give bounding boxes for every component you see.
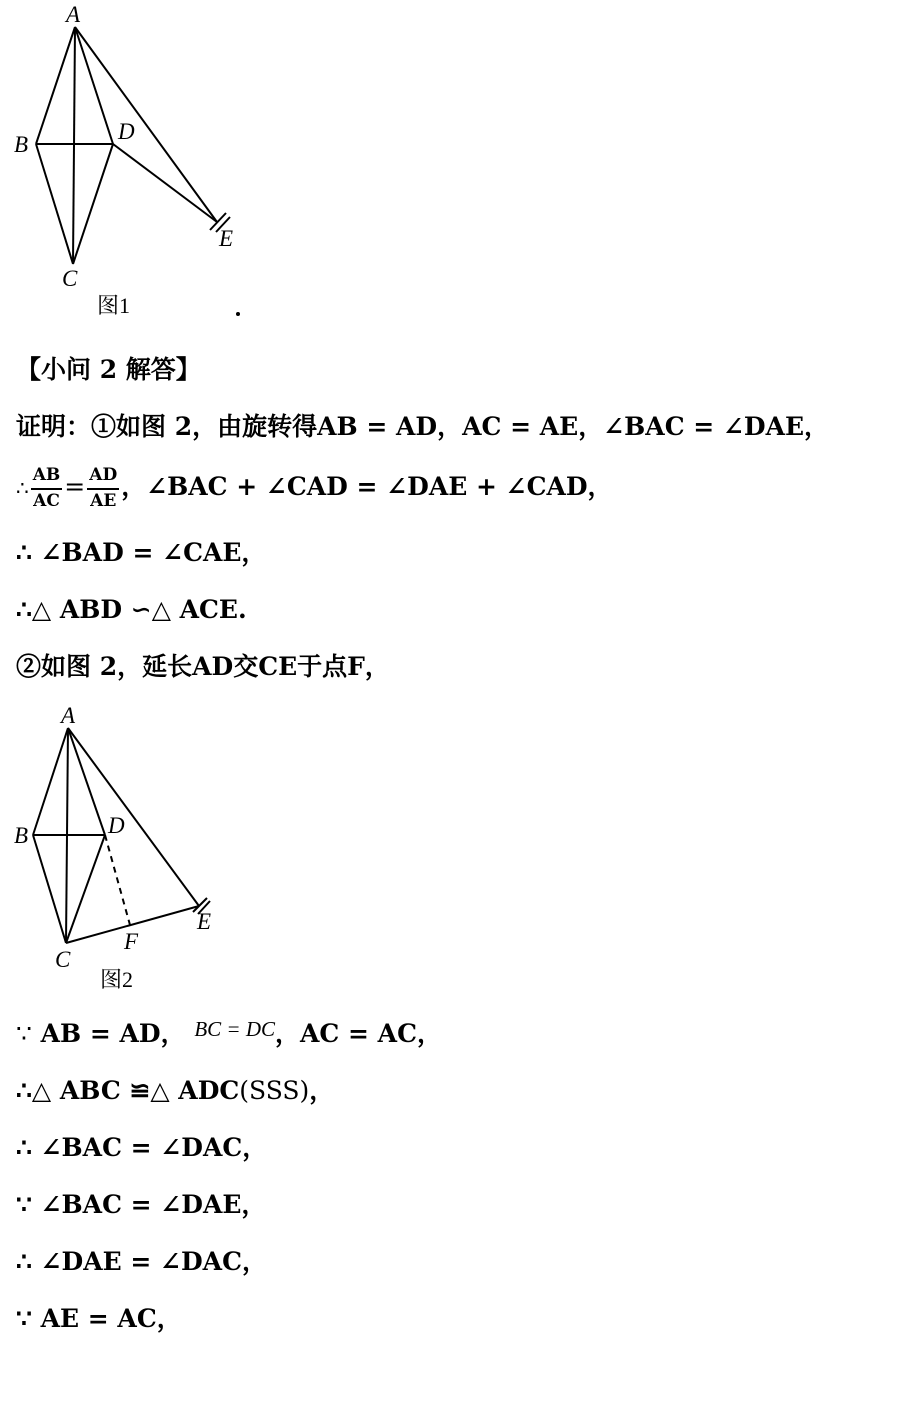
sep: ， [437, 412, 463, 441]
fig2-point-a: A [61, 703, 76, 728]
figure-1 [0, 0, 260, 330]
fig2-point-e: E [197, 909, 212, 934]
word-intersect: 交 [233, 652, 259, 681]
fig2-caption: 图2 [100, 967, 134, 992]
sep: ， [804, 412, 830, 441]
figure-1-diagram [0, 0, 260, 330]
fig1-point-b: B [14, 132, 29, 157]
fraction-denominator: AE [90, 490, 117, 511]
proof-line-4: ∴△ ABD ∽△ ACE. [16, 595, 247, 624]
period-mark [236, 312, 240, 316]
sep: ， [275, 1019, 301, 1048]
sep: ， [364, 652, 390, 681]
fig1-point-d: D [118, 119, 135, 144]
proof-line-2 [16, 466, 613, 511]
fig2-point-f: F [124, 929, 139, 954]
sep: ， [416, 1019, 442, 1048]
word-at-point: 于点 [297, 652, 348, 681]
proof-line-6 [16, 1017, 442, 1048]
eq-ab-ad: AB = AD [317, 412, 438, 441]
sss-criterion: (SSS) [239, 1076, 310, 1105]
figure-2 [0, 700, 260, 1000]
congruence-statement: ∴△ ABC ≌△ ADC [16, 1076, 240, 1105]
proof-line-3: ∴ ∠BAD = ∠CAE， [16, 538, 267, 567]
fraction-numerator: AB [31, 466, 63, 490]
point-f: F [347, 652, 365, 681]
fig1-caption: 图1 [97, 293, 131, 318]
sep: ， [578, 412, 604, 441]
eq-ac-ae: AC = AE [462, 412, 579, 441]
proof-line-1 [16, 414, 829, 439]
fraction-denominator: AC [33, 490, 60, 511]
figure-2-diagram [0, 700, 260, 1000]
fig2-point-b: B [14, 823, 29, 848]
equals-sign: = [64, 472, 86, 502]
fraction-numerator: AD [87, 466, 119, 490]
proof-line-10: ∴ ∠DAE = ∠DAC， [16, 1247, 267, 1276]
sep: ， [309, 1076, 335, 1105]
because-symbol: ∵ [16, 1019, 32, 1048]
proof-line-8: ∴ ∠BAC = ∠DAC， [16, 1133, 268, 1162]
angle-sum-equation: ，∠BAC + ∠CAD = ∠DAE + ∠CAD， [121, 472, 613, 502]
proof-line-5-prefix: ②如图 2，延长 [16, 652, 193, 681]
eq-ab-ad: AB = AD [40, 1019, 161, 1048]
fig1-point-c: C [62, 266, 78, 291]
segment-ad: AD [192, 652, 234, 681]
eq-angle-bac-dae: ∠BAC = ∠DAE [603, 412, 805, 441]
segment-ce: CE [258, 652, 298, 681]
fraction-ab-ac [31, 466, 63, 511]
proof-line-11: ∵ AE = AC， [16, 1304, 182, 1333]
proof-line-1-prefix: 证明：①如图 2，由旋转得 [16, 412, 318, 441]
eq-bc-dc: BC = DC [194, 1017, 276, 1041]
sep: ， [160, 1019, 186, 1048]
fraction-ad-ae [87, 466, 119, 511]
fig2-point-d: D [108, 813, 125, 838]
proof-line-7 [16, 1078, 334, 1103]
fig1-point-a: A [66, 2, 81, 27]
fig2-point-c: C [55, 947, 71, 972]
fig1-point-e: E [219, 226, 234, 251]
solution-heading: 【小问 2 解答】 [16, 355, 201, 384]
proof-line-5 [16, 654, 390, 679]
proof-line-9: ∵ ∠BAC = ∠DAE， [16, 1190, 267, 1219]
therefore-symbol: ∴ [16, 476, 29, 501]
eq-ac-ac: AC = AC [300, 1019, 417, 1048]
